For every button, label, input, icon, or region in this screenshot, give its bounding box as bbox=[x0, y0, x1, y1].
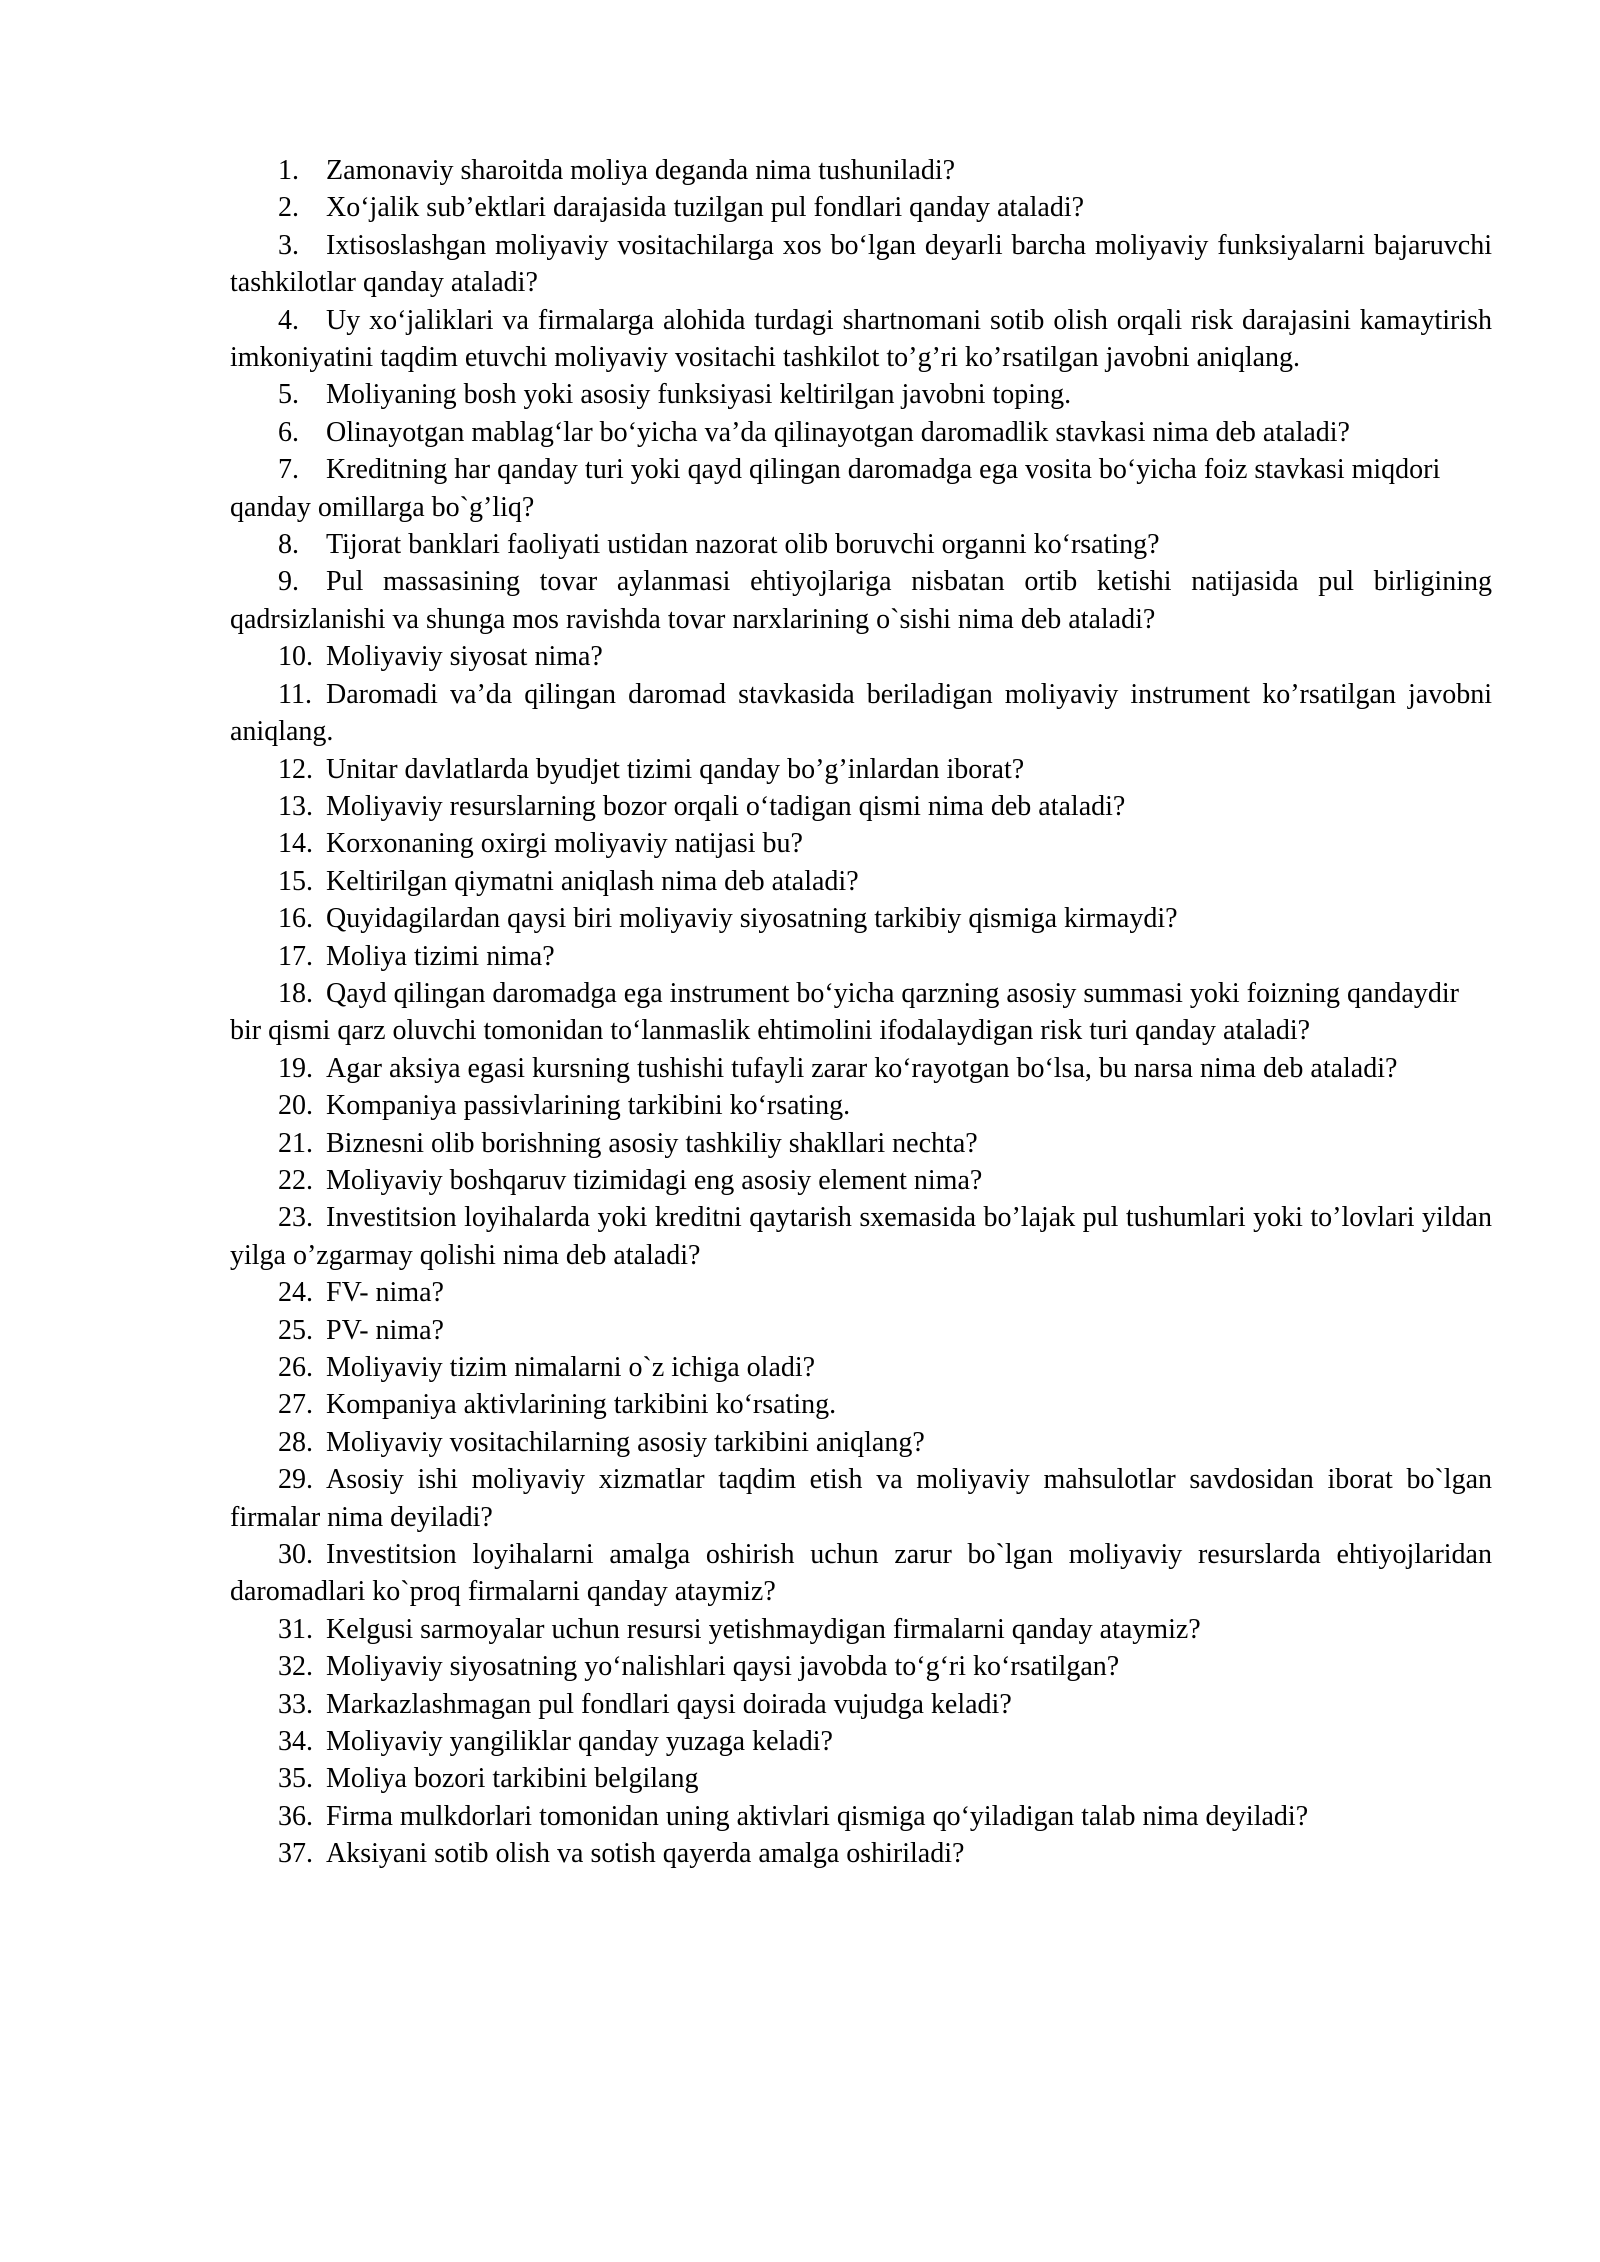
question-number: 11. bbox=[278, 678, 312, 710]
question-number: 20. bbox=[278, 1090, 313, 1122]
question-number: 16. bbox=[278, 903, 313, 935]
question-number: 23. bbox=[278, 1202, 313, 1234]
question-item bbox=[230, 1087, 1492, 1124]
question-number: 32. bbox=[278, 1651, 313, 1683]
question-item bbox=[230, 1611, 1492, 1648]
question-text: Ixtisoslashgan moliyaviy vositachilarga xos bo‘lgan deyarli barcha moliyaviy funksiyalarni bajaruvchi tashkilotlar qanday ataladi? bbox=[230, 229, 1492, 299]
question-text: FV- nima? bbox=[326, 1277, 444, 1309]
question-text: Kreditning har qanday turi yoki qayd qilingan daromadga ega vosita bo‘yicha foiz stavkasi miqdori qanday omillarga bo`g’liq? bbox=[230, 454, 1441, 523]
question-item bbox=[230, 1199, 1492, 1274]
question-number: 24. bbox=[278, 1277, 313, 1309]
question-text: Moliyaviy siyosatning yo‘nalishlari qaysi javobda to‘g‘ri ko‘rsatilgan? bbox=[326, 1651, 1120, 1683]
question-item bbox=[230, 227, 1492, 302]
question-item bbox=[230, 1386, 1492, 1423]
question-text: Moliyaviy yangiliklar qanday yuzaga keladi? bbox=[326, 1726, 833, 1758]
question-number: 18. bbox=[278, 977, 313, 1009]
question-item bbox=[230, 1760, 1492, 1797]
question-text: Quyidagilardan qaysi biri moliyaviy siyosatning tarkibiy qismiga kirmaydi? bbox=[326, 903, 1178, 935]
question-number: 27. bbox=[278, 1389, 313, 1421]
question-item bbox=[230, 938, 1492, 975]
question-text: Moliyaviy boshqaruv tizimidagi eng asosiy element nima? bbox=[326, 1164, 983, 1196]
question-text: Firma mulkdorlari tomonidan uning aktivlari qismiga qo‘yiladigan talab nima deyiladi? bbox=[326, 1800, 1309, 1832]
question-text: Markazlashmagan pul fondlari qaysi doirada vujudga keladi? bbox=[326, 1688, 1012, 1720]
question-number: 4. bbox=[278, 304, 299, 336]
question-text: Moliya bozori tarkibini belgilang bbox=[326, 1763, 699, 1795]
question-text: Agar aksiya egasi kursning tushishi tufayli zarar ko‘rayotgan bo‘lsa, bu narsa nima deb ataladi? bbox=[326, 1052, 1398, 1084]
question-text: Biznesni olib borishning asosiy tashkiliy shakllari nechta? bbox=[326, 1127, 978, 1159]
question-item bbox=[230, 526, 1492, 563]
question-item bbox=[230, 189, 1492, 226]
question-number: 36. bbox=[278, 1800, 313, 1832]
question-text: Uy xo‘jaliklari va firmalarga alohida turdagi shartnomani sotib olish orqali risk darajasini kamaytirish imkoniyatini taqdim etuvchi moliyaviy vositachi tashkilot to’g’ri ko’rsatilgan javobni aniqlang. bbox=[230, 304, 1492, 374]
question-item bbox=[230, 1424, 1492, 1461]
question-item bbox=[230, 152, 1492, 189]
question-text: Unitar davlatlarda byudjet tizimi qanday bo’g’inlardan iborat? bbox=[326, 753, 1025, 785]
question-text: PV- nima? bbox=[326, 1314, 444, 1346]
question-number: 10. bbox=[278, 641, 313, 673]
question-number: 6. bbox=[278, 416, 299, 448]
question-number: 28. bbox=[278, 1426, 313, 1458]
question-text: Daromadi va’da qilingan daromad stavkasida beriladigan moliyaviy instrument ko’rsatilgan javobni aniqlang. bbox=[230, 678, 1492, 748]
question-item bbox=[230, 451, 1492, 526]
question-number: 13. bbox=[278, 790, 313, 822]
question-text: Kompaniya passivlarining tarkibini ko‘rsating. bbox=[326, 1090, 851, 1122]
question-number: 31. bbox=[278, 1613, 313, 1645]
question-number: 26. bbox=[278, 1352, 313, 1383]
question-text: Zamonaviy sharoitda moliya deganda nima tushuniladi? bbox=[326, 155, 956, 186]
question-number: 37. bbox=[278, 1838, 313, 1870]
question-number: 34. bbox=[278, 1726, 313, 1758]
question-item bbox=[230, 676, 1492, 751]
question-number: 21. bbox=[278, 1127, 313, 1159]
question-item bbox=[230, 1835, 1492, 1872]
question-number: 14. bbox=[278, 828, 313, 860]
question-text: Aksiyani sotib olish va sotish qayerda amalga oshiriladi? bbox=[326, 1838, 965, 1870]
question-item bbox=[230, 975, 1492, 1050]
question-item bbox=[230, 825, 1492, 862]
question-text: Moliyaviy tizim nimalarni o`z ichiga oladi? bbox=[326, 1352, 816, 1383]
question-number: 12. bbox=[278, 753, 313, 785]
question-number: 30. bbox=[278, 1539, 313, 1571]
question-text: Asosiy ishi moliyaviy xizmatlar taqdim etish va moliyaviy mahsulotlar savdosidan iborat bo`lgan firmalar nima deyiladi? bbox=[230, 1464, 1492, 1533]
question-text: Investitsion loyihalarni amalga oshirish uchun zarur bo`lgan moliyaviy resurslarda ehtiyojlaridan daromadlari ko`proq firmalarni qanday ataymiz? bbox=[230, 1539, 1492, 1608]
question-item bbox=[230, 1274, 1492, 1311]
question-item bbox=[230, 1723, 1492, 1760]
question-number: 2. bbox=[278, 192, 299, 224]
question-item bbox=[230, 863, 1492, 900]
question-item bbox=[230, 1686, 1492, 1723]
question-item bbox=[230, 900, 1492, 937]
question-item bbox=[230, 751, 1492, 788]
question-text: Kompaniya aktivlarining tarkibini ko‘rsating. bbox=[326, 1389, 837, 1421]
question-text: Moliya tizimi nima? bbox=[326, 940, 555, 972]
question-text: Keltirilgan qiymatni aniqlash nima deb ataladi? bbox=[326, 865, 859, 897]
question-number: 7. bbox=[278, 454, 299, 486]
question-item bbox=[230, 1050, 1492, 1087]
question-number: 19. bbox=[278, 1052, 313, 1084]
question-text: Moliyaviy resurslarning bozor orqali o‘tadigan qismi nima deb ataladi? bbox=[326, 790, 1126, 822]
question-number: 25. bbox=[278, 1314, 313, 1346]
question-text: Olinayotgan mablag‘lar bo‘yicha va’da qilinayotgan daromadlik stavkasi nima deb ataladi? bbox=[326, 416, 1350, 448]
question-text: Moliyaviy vositachilarning asosiy tarkibini aniqlang? bbox=[326, 1426, 925, 1458]
question-text: Pul massasining tovar aylanmasi ehtiyojlariga nisbatan ortib ketishi natijasida pul birligining qadrsizlanishi va shunga mos ravishda tovar narxlarining o`sishi nima deb ataladi? bbox=[230, 566, 1492, 635]
question-text: Xo‘jalik sub’ektlari darajasida tuzilgan pul fondlari qanday ataladi? bbox=[326, 192, 1085, 224]
question-item bbox=[230, 638, 1492, 675]
question-item bbox=[230, 1461, 1492, 1536]
question-item bbox=[230, 563, 1492, 638]
question-text: Korxonaning oxirgi moliyaviy natijasi bu? bbox=[326, 828, 803, 860]
question-text: Kelgusi sarmoyalar uchun resursi yetishmaydigan firmalarni qanday ataymiz? bbox=[326, 1613, 1201, 1645]
question-number: 15. bbox=[278, 865, 313, 897]
question-list bbox=[230, 152, 1492, 1873]
question-number: 1. bbox=[278, 155, 299, 186]
question-number: 35. bbox=[278, 1763, 313, 1795]
question-item bbox=[230, 1349, 1492, 1386]
question-text: Investitsion loyihalarda yoki kreditni qaytarish sxemasida bo’lajak pul tushumlari yoki to’lovlari yildan yilga o’zgarmay qolishi nima deb ataladi? bbox=[230, 1202, 1492, 1271]
question-number: 9. bbox=[278, 566, 299, 598]
question-number: 8. bbox=[278, 529, 299, 561]
question-item bbox=[230, 1312, 1492, 1349]
question-item bbox=[230, 1536, 1492, 1611]
question-number: 22. bbox=[278, 1164, 313, 1196]
question-item bbox=[230, 1125, 1492, 1162]
question-text: Moliyaning bosh yoki asosiy funksiyasi keltirilgan javobni toping. bbox=[326, 379, 1072, 411]
question-number: 33. bbox=[278, 1688, 313, 1720]
question-item bbox=[230, 1648, 1492, 1685]
question-text: Moliyaviy siyosat nima? bbox=[326, 641, 603, 673]
question-number: 3. bbox=[278, 229, 299, 261]
question-item bbox=[230, 1162, 1492, 1199]
question-text: Qayd qilingan daromadga ega instrument bo‘yicha qarzning asosiy summasi yoki foizning qandaydir bir qismi qarz oluvchi tomonidan to‘lanmaslik ehtimolini ifodalaydigan risk turi qanday ataladi? bbox=[230, 977, 1459, 1047]
question-text: Tijorat banklari faoliyati ustidan nazorat olib boruvchi organni ko‘rsating? bbox=[326, 529, 1160, 561]
question-item bbox=[230, 414, 1492, 451]
question-item bbox=[230, 1798, 1492, 1835]
question-item bbox=[230, 302, 1492, 377]
question-number: 29. bbox=[278, 1464, 313, 1496]
question-item bbox=[230, 376, 1492, 413]
question-item bbox=[230, 788, 1492, 825]
question-number: 17. bbox=[278, 940, 313, 972]
question-number: 5. bbox=[278, 379, 299, 411]
